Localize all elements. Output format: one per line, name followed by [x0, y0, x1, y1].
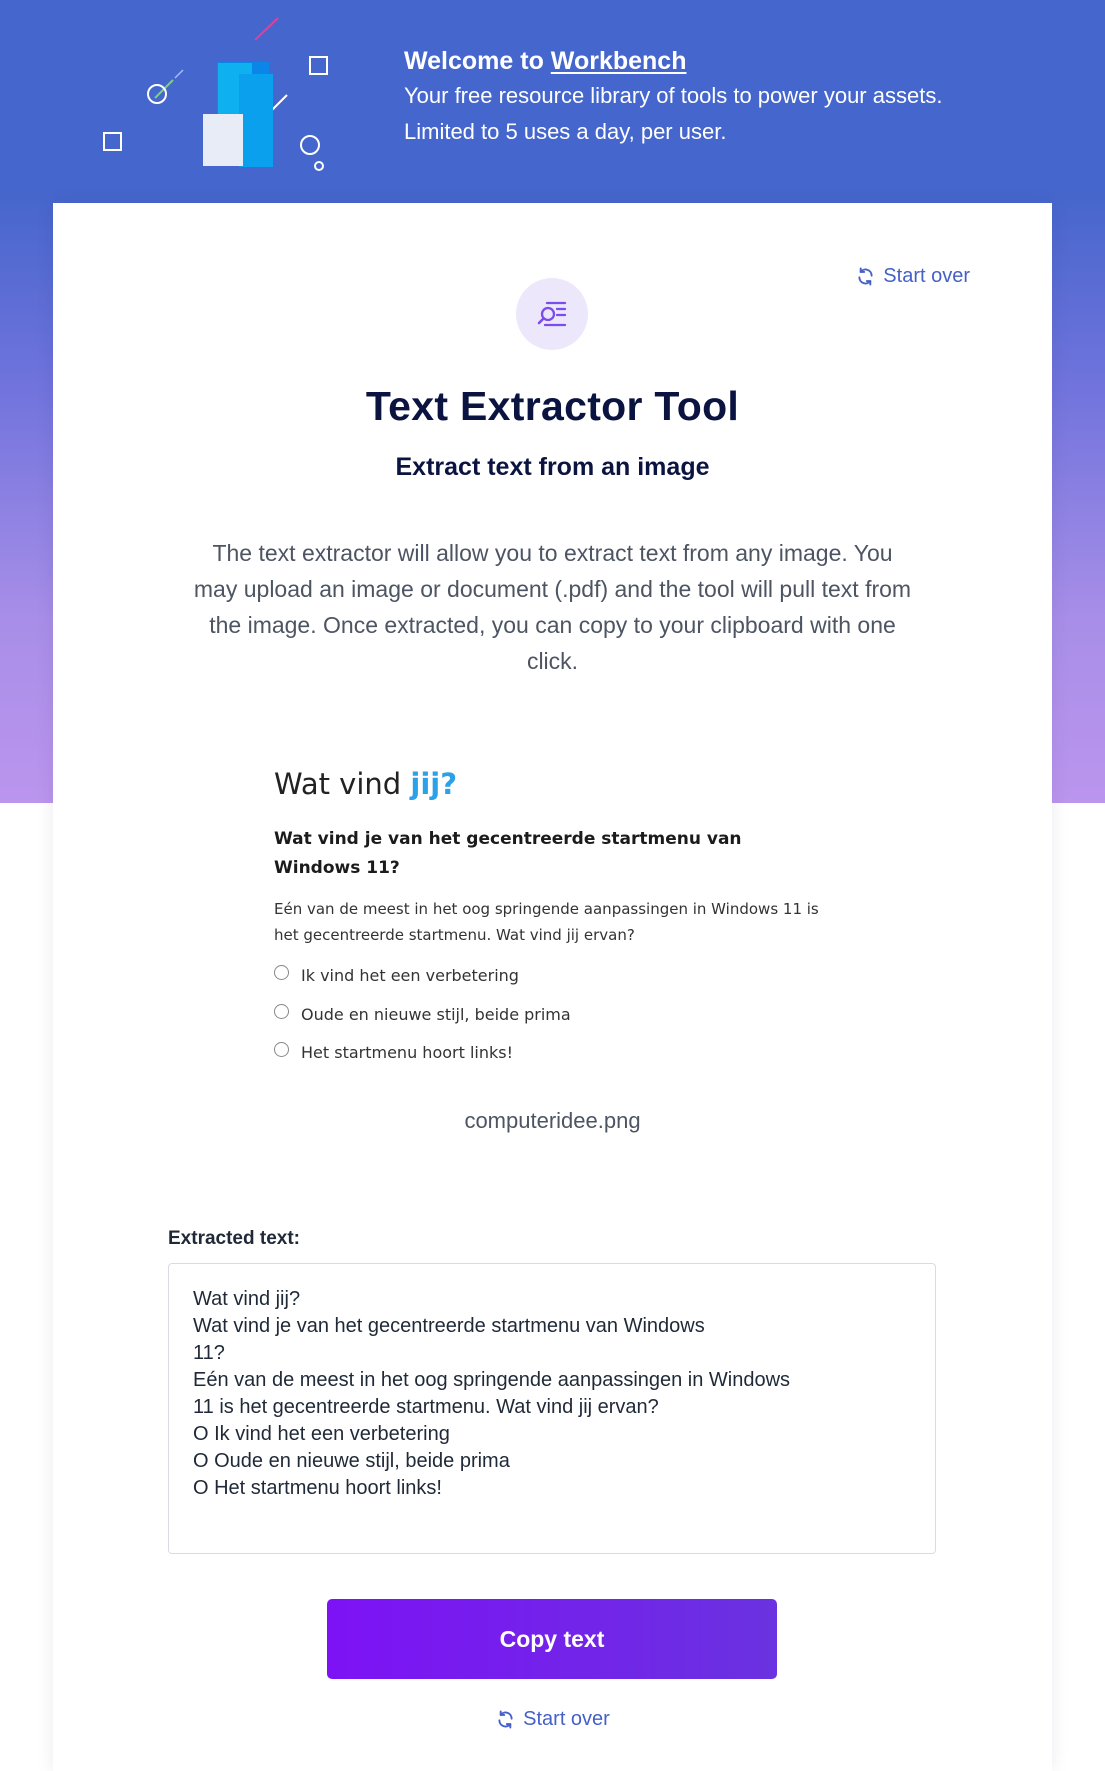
page-subtitle: Extract text from an image: [395, 453, 710, 481]
copy-text-button[interactable]: [327, 1599, 777, 1679]
start-over-link-top[interactable]: [855, 265, 970, 288]
welcome-header: [0, 0, 1105, 203]
preview-option: [274, 1043, 513, 1062]
tool-description: The text extractor will allow you to extract text from any image. You may upload an image or document (.pdf) and the tool will pull text from the image. Once extracted, you can copy to your clipboard with one click.: [193, 540, 912, 674]
start-over-link-bottom[interactable]: [53, 1708, 1052, 1731]
page-title: Text Extractor Tool: [365, 383, 740, 429]
extracted-text-area[interactable]: Wat vind jij? Wat vind je van het gecentreerde startmenu van Windows 11? Eén van de meest in het oog springende aanpassingen in Windows 11 is het gecentreerde startmenu. Wat vind jij ervan? O Ik vind het een verbetering O Oude en nieuwe stijl, beide prima O Het startmenu hoort links!: [168, 1263, 936, 1554]
start-over-label: Start over: [883, 265, 970, 287]
uploaded-file-name: computeridee.png: [464, 1108, 641, 1133]
preview-option-label: Oude en nieuwe stijl, beide prima: [301, 1005, 571, 1024]
refresh-icon: [855, 266, 876, 287]
text-scan-icon: [535, 297, 569, 331]
welcome-line-1: Your free resource library of tools to power your assets.: [404, 83, 943, 108]
hero-illustration: [95, 10, 335, 180]
preview-heading-prefix: Wat vind: [274, 767, 402, 801]
preview-option: [274, 966, 519, 985]
preview-option: [274, 1005, 571, 1024]
refresh-icon: [495, 1709, 516, 1730]
tool-icon-badge: [516, 278, 588, 350]
welcome-line-2: Limited to 5 uses a day, per user.: [404, 119, 727, 144]
extracted-text-label: Extracted text:: [168, 1228, 300, 1249]
radio-icon: [274, 965, 289, 980]
welcome-prefix: Welcome to: [404, 47, 544, 75]
radio-icon: [274, 1042, 289, 1057]
preview-heading-accent: jij?: [410, 767, 458, 801]
preview-question: Wat vind je van het gecentreerde startmenu van Windows 11?: [274, 829, 742, 878]
workbench-link[interactable]: Workbench: [550, 47, 687, 75]
preview-intro: Eén van de meest in het oog springende aanpassingen in Windows 11 is het gecentreerde startmenu. Wat vind jij ervan?: [274, 900, 819, 944]
preview-option-label: Ik vind het een verbetering: [301, 966, 519, 985]
tool-card: [53, 203, 1052, 1771]
radio-icon: [274, 1004, 289, 1019]
preview-option-label: Het startmenu hoort links!: [301, 1043, 513, 1062]
start-over-label: Start over: [523, 1708, 610, 1730]
copy-text-label: Copy text: [499, 1625, 605, 1652]
preview-heading: [274, 767, 457, 801]
uploaded-image-preview: [273, 763, 833, 1062]
